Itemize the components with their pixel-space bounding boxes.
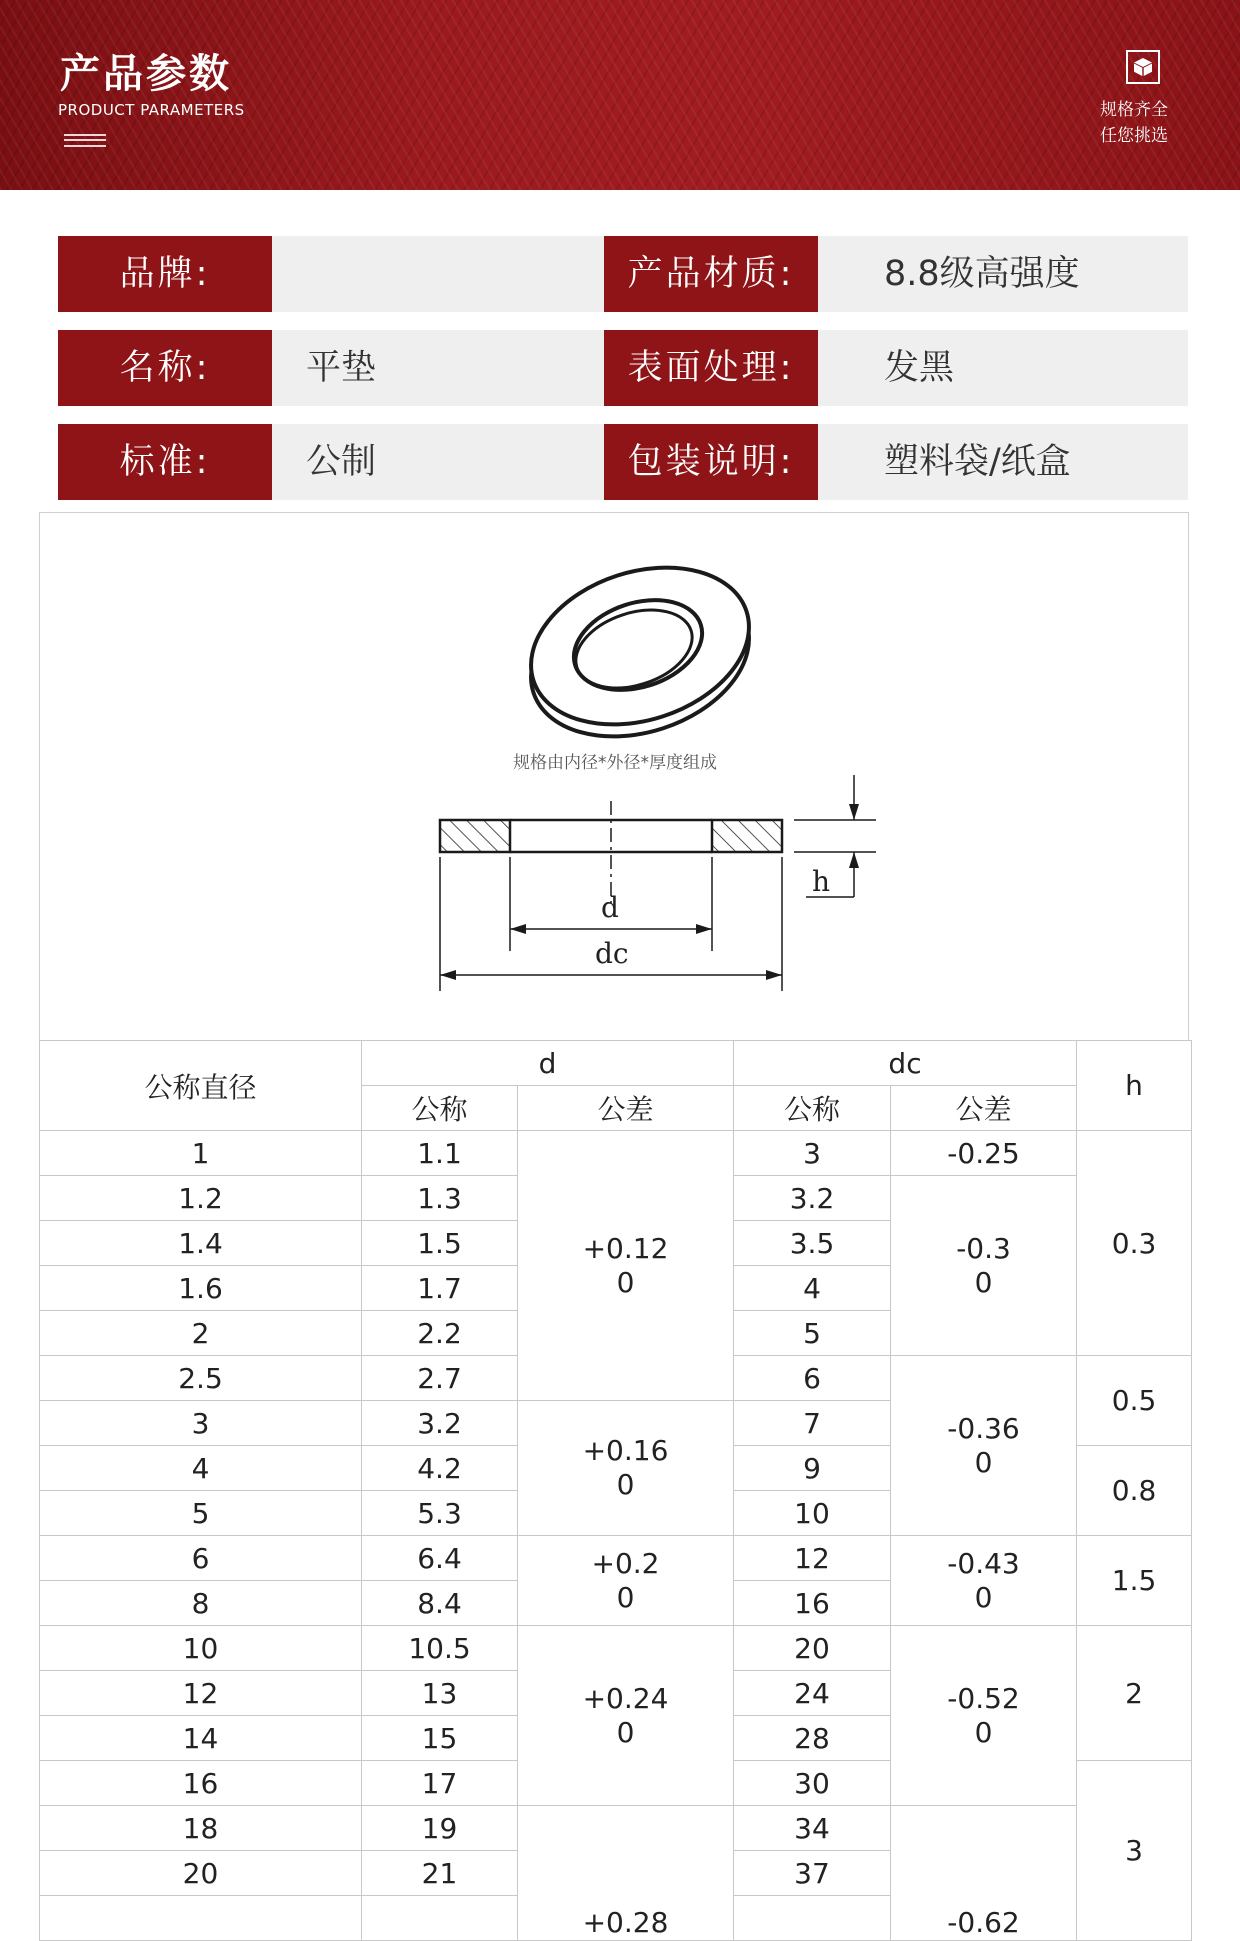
cell-h: 2 <box>1077 1626 1192 1761</box>
cell-dc <box>734 1896 891 1941</box>
cell-d-tolerance <box>518 1536 734 1626</box>
cell-dc: 37 <box>734 1851 891 1896</box>
tolerance-upper: +0.2 <box>591 1546 660 1580</box>
cell-h: 0.8 <box>1077 1446 1192 1536</box>
cell-nominal: 1.6 <box>40 1266 362 1311</box>
slogan-line-1: 规格齐全 <box>1100 100 1168 120</box>
table-row <box>40 1536 1192 1581</box>
tolerance-upper: +0.12 <box>582 1231 669 1265</box>
cell-d: 2.7 <box>362 1356 518 1401</box>
package-value: 塑料袋/纸盒 <box>884 442 1071 482</box>
cell-nominal: 16 <box>40 1761 362 1806</box>
tolerance-lower: 0 <box>974 1580 993 1614</box>
cell-nominal: 6 <box>40 1536 362 1581</box>
cell-dc: 4 <box>734 1266 891 1311</box>
cell-nominal: 4 <box>40 1446 362 1491</box>
cell-dc: 10 <box>734 1491 891 1536</box>
cell-d-tolerance <box>518 1131 734 1401</box>
spec-table <box>39 1040 1192 1941</box>
tolerance-lower: 0 <box>616 1265 635 1299</box>
table-row <box>40 1626 1192 1671</box>
drawing-caption: 规格由内径*外径*厚度组成 <box>513 753 717 773</box>
washer-drawing <box>39 512 1189 1040</box>
cell-d: 1.3 <box>362 1176 518 1221</box>
param-row-2 <box>58 330 1188 406</box>
header-d: d <box>362 1041 734 1086</box>
cell-dc: 34 <box>734 1806 891 1851</box>
table-row <box>40 1131 1192 1176</box>
cell-nominal: 1 <box>40 1131 362 1176</box>
tolerance-lower: 0 <box>974 1445 993 1479</box>
tolerance-upper: -0.52 <box>947 1681 1020 1715</box>
tolerance-upper: +0.16 <box>582 1434 669 1467</box>
cell-dc-tolerance <box>891 1806 1077 1941</box>
cell-nominal: 20 <box>40 1851 362 1896</box>
banner-subtitle: PRODUCT PARAMETERS <box>58 101 245 119</box>
cell-h: 0.5 <box>1077 1356 1192 1446</box>
cell-nominal: 2 <box>40 1311 362 1356</box>
dimension-h-label: h <box>812 865 831 898</box>
cell-dc-tolerance <box>891 1356 1077 1536</box>
tolerance-upper: +0.24 <box>582 1681 669 1715</box>
slogan-line-2: 任您挑选 <box>1100 126 1168 146</box>
table-row <box>40 1806 1192 1851</box>
cell-dc: 12 <box>734 1536 891 1581</box>
cell-d: 6.4 <box>362 1536 518 1581</box>
tolerance-upper: -0.43 <box>947 1546 1020 1580</box>
header-h: h <box>1077 1041 1192 1131</box>
name-value: 平垫 <box>306 348 377 388</box>
surface-value: 发黑 <box>884 348 955 388</box>
cube-icon <box>1126 50 1160 84</box>
cell-dc: 28 <box>734 1716 891 1761</box>
cell-d: 2.2 <box>362 1311 518 1356</box>
cell-d: 1.1 <box>362 1131 518 1176</box>
cell-d: 21 <box>362 1851 518 1896</box>
cell-h: 3 <box>1077 1761 1192 1941</box>
cell-d: 8.4 <box>362 1581 518 1626</box>
cell-dc: 9 <box>734 1446 891 1491</box>
material-label: 产品材质: <box>604 236 818 312</box>
cell-dc: 24 <box>734 1671 891 1716</box>
cell-d: 13 <box>362 1671 518 1716</box>
cell-d: 17 <box>362 1761 518 1806</box>
cell-dc-tolerance: -0.25 <box>891 1131 1077 1176</box>
cell-nominal: 1.4 <box>40 1221 362 1266</box>
dimension-d-label: d <box>601 891 619 924</box>
cell-dc: 3 <box>734 1131 891 1176</box>
cell-dc: 3.5 <box>734 1221 891 1266</box>
cell-d: 3.2 <box>362 1401 518 1446</box>
cell-dc: 30 <box>734 1761 891 1806</box>
standard-label: 标准: <box>58 424 272 500</box>
material-value: 8.8级高强度 <box>884 254 1080 294</box>
cell-nominal: 3 <box>40 1401 362 1446</box>
cell-dc-tolerance <box>891 1176 1077 1356</box>
tolerance-lower: 0 <box>616 1715 635 1749</box>
header-banner <box>0 0 1240 190</box>
cell-nominal: 5 <box>40 1491 362 1536</box>
tolerance-upper: -0.36 <box>947 1411 1020 1445</box>
cell-nominal: 18 <box>40 1806 362 1851</box>
cell-d <box>362 1896 518 1941</box>
cell-h: 0.3 <box>1077 1131 1192 1356</box>
dimension-dc-label: dc <box>595 937 629 970</box>
brand-label: 品牌: <box>58 236 272 312</box>
cell-dc: 5 <box>734 1311 891 1356</box>
cell-h: 1.5 <box>1077 1536 1192 1626</box>
cell-nominal: 1.2 <box>40 1176 362 1221</box>
tolerance-lower: 0 <box>974 1265 993 1299</box>
cell-nominal: 14 <box>40 1716 362 1761</box>
name-label: 名称: <box>58 330 272 406</box>
cell-d: 1.5 <box>362 1221 518 1266</box>
cell-d-tolerance <box>518 1626 734 1806</box>
cell-d: 5.3 <box>362 1491 518 1536</box>
package-label: 包装说明: <box>604 424 818 500</box>
cell-dc-tolerance <box>891 1536 1077 1626</box>
cell-d-tolerance <box>518 1806 734 1941</box>
cell-dc: 3.2 <box>734 1176 891 1221</box>
cell-dc: 7 <box>734 1401 891 1446</box>
standard-value: 公制 <box>306 442 377 482</box>
cell-nominal: 12 <box>40 1671 362 1716</box>
cell-nominal: 8 <box>40 1581 362 1626</box>
cell-d: 19 <box>362 1806 518 1851</box>
washer-3d-image <box>511 541 770 763</box>
cell-dc: 16 <box>734 1581 891 1626</box>
cell-d: 10.5 <box>362 1626 518 1671</box>
tolerance-lower: 0 <box>616 1580 635 1614</box>
cell-nominal <box>40 1896 362 1941</box>
table-header-row <box>40 1041 1192 1086</box>
tolerance-lower: 0 <box>616 1468 635 1501</box>
header-d-nominal: 公称 <box>362 1086 518 1131</box>
cell-dc: 20 <box>734 1626 891 1671</box>
cell-d: 4.2 <box>362 1446 518 1491</box>
tolerance-upper: +0.28 <box>582 1906 669 1939</box>
banner-slogan <box>1100 97 1168 149</box>
header-d-tolerance: 公差 <box>518 1086 734 1131</box>
cell-nominal: 10 <box>40 1626 362 1671</box>
header-dc-nominal: 公称 <box>734 1086 891 1131</box>
cell-d: 1.7 <box>362 1266 518 1311</box>
decor-lines <box>64 134 106 147</box>
param-row-3 <box>58 424 1188 500</box>
tolerance-upper: -0.62 <box>947 1906 1020 1939</box>
tolerance-upper: -0.3 <box>956 1231 1011 1265</box>
washer-cross-section <box>440 775 876 991</box>
cell-nominal: 2.5 <box>40 1356 362 1401</box>
banner-title: 产品参数 <box>60 50 232 97</box>
cell-d: 15 <box>362 1716 518 1761</box>
header-dc: dc <box>734 1041 1077 1086</box>
cell-dc: 6 <box>734 1356 891 1401</box>
cell-d-tolerance <box>518 1401 734 1536</box>
tolerance-lower: 0 <box>974 1715 993 1749</box>
param-row-1 <box>58 236 1188 312</box>
header-nominal-diameter: 公称直径 <box>40 1041 362 1131</box>
surface-label: 表面处理: <box>604 330 818 406</box>
cell-dc-tolerance <box>891 1626 1077 1806</box>
header-dc-tolerance: 公差 <box>891 1086 1077 1131</box>
